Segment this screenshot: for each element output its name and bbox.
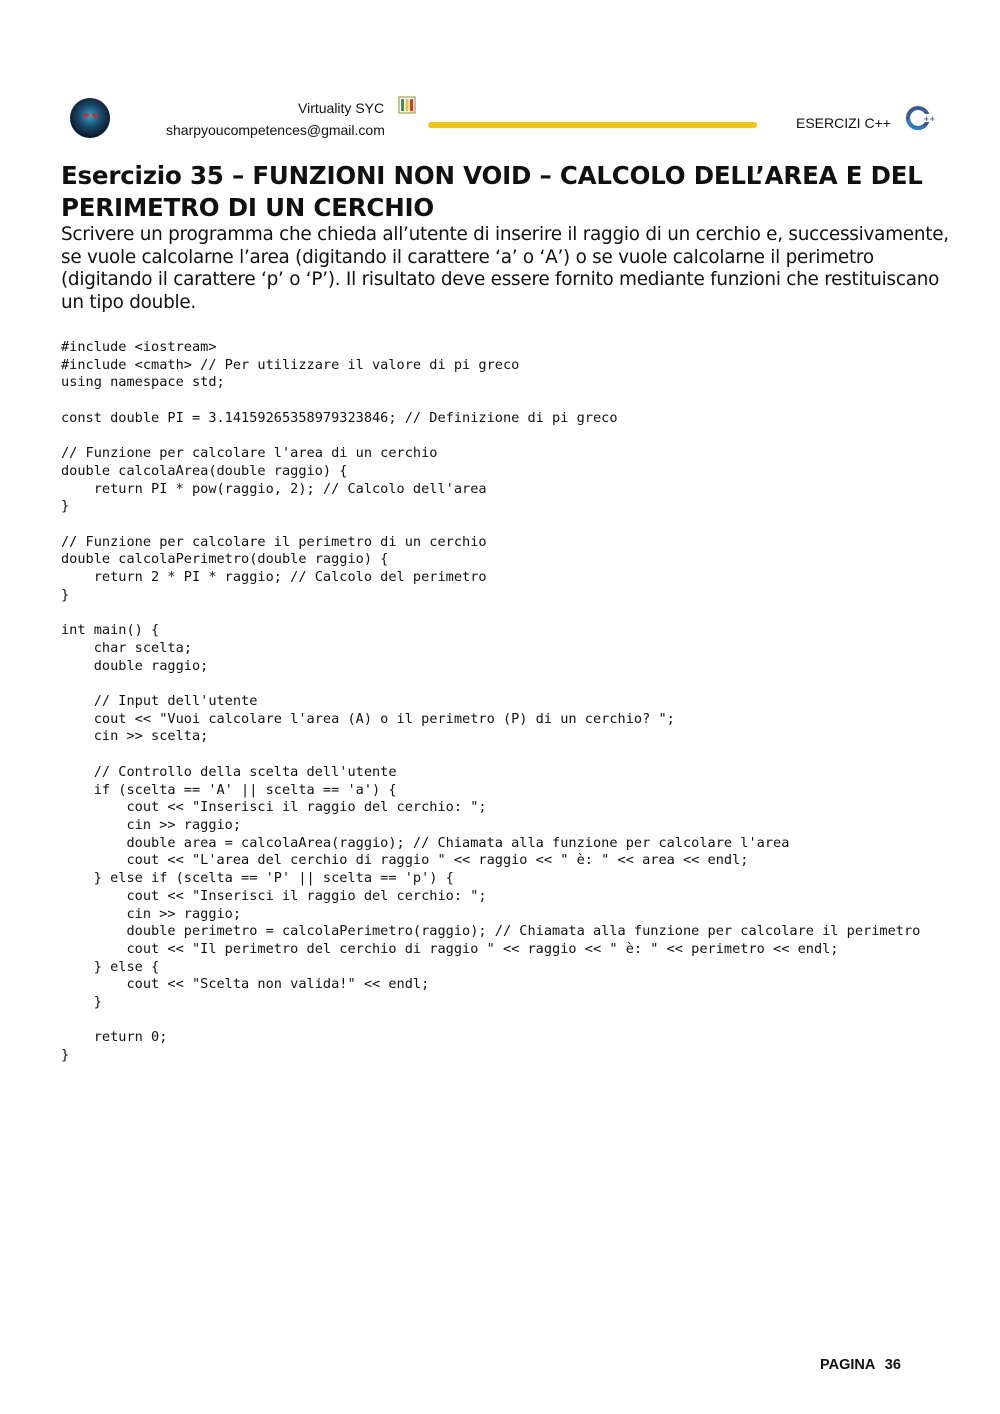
code-listing: #include <iostream> #include <cmath> // Per utilizzare il valore di pi greco using namespace std; const double PI = 3.14159265358979323846; // Definizione di pi greco // Funzione per calcolare l'area di un cerchio double calcolaArea(double raggio) { return PI * pow(raggio, 2); // Calcolo dell'area } // Funzione per calcolare il perimetro di un cerchio double calcolaPerimetro(double raggio) { return 2 * PI * raggio; // Calcolo del perimetro } int main() { char scelta; double raggio; // Input dell'utente cout << "Vuoi calcolare l'area (A) o il perimetro (P) di un cerchio? "; cin >> scelta; // Controllo della scelta dell'utente if (scelta == 'A' || scelta == 'a') { cout << "Inserisci il raggio del cerchio: "; cin >> raggio; double area = calcolaArea(raggio); // Chiamata alla funzione per calcolare l'area cout << "L'area del cerchio di raggio " << raggio << " è: " << area << endl; } else if (scelta == 'P' || scelta == 'p') { cout << "Inserisci il raggio del cerchio: "; cin >> raggio; double perimetro = calcolaPerimetro(raggio); // Chiamata alla funzione per calcolare il perimetro cout << "Il perimetro del cerchio di raggio " << raggio << " è: " << perimetro << endl; } else { cout << "Scelta non valida!" << endl; } return 0; } <box>61 339 921 1064</box>
avatar-mask-icon <box>70 98 110 138</box>
page-header <box>0 0 1000 150</box>
avatar-eye-left <box>83 113 89 117</box>
header-rule <box>428 122 757 128</box>
section-label: ESERCIZI C++ <box>796 115 891 131</box>
svg-text:++: ++ <box>923 115 936 123</box>
exercise-prompt: Scrivere un programma che chieda all’utente di inserire il raggio di un cerchio e, successivamente, se vuole calcolarne l’area (digitando il carattere ‘a’ o ‘A’) o se vuole calcolarne il perimetro (digitando il carattere ‘p’ o ‘P’). Il risultato deve essere fornito mediante funzioni che restituiscano un tipo double. <box>61 224 949 313</box>
page-number: PAGINA 36 <box>820 1357 901 1373</box>
exercise-title: Esercizio 35 – FUNZIONI NON VOID – CALCOLO DELL’AREA E DEL PERIMETRO DI UN CERCHIO <box>61 161 923 222</box>
cpp-logo-icon <box>906 105 934 131</box>
brand-name: Virtuality SYC <box>298 100 385 116</box>
avatar-eye-right <box>92 113 98 117</box>
virtuality-logo-icon <box>398 96 416 114</box>
contact-email: sharpyoucompetences@gmail.com <box>166 122 385 138</box>
